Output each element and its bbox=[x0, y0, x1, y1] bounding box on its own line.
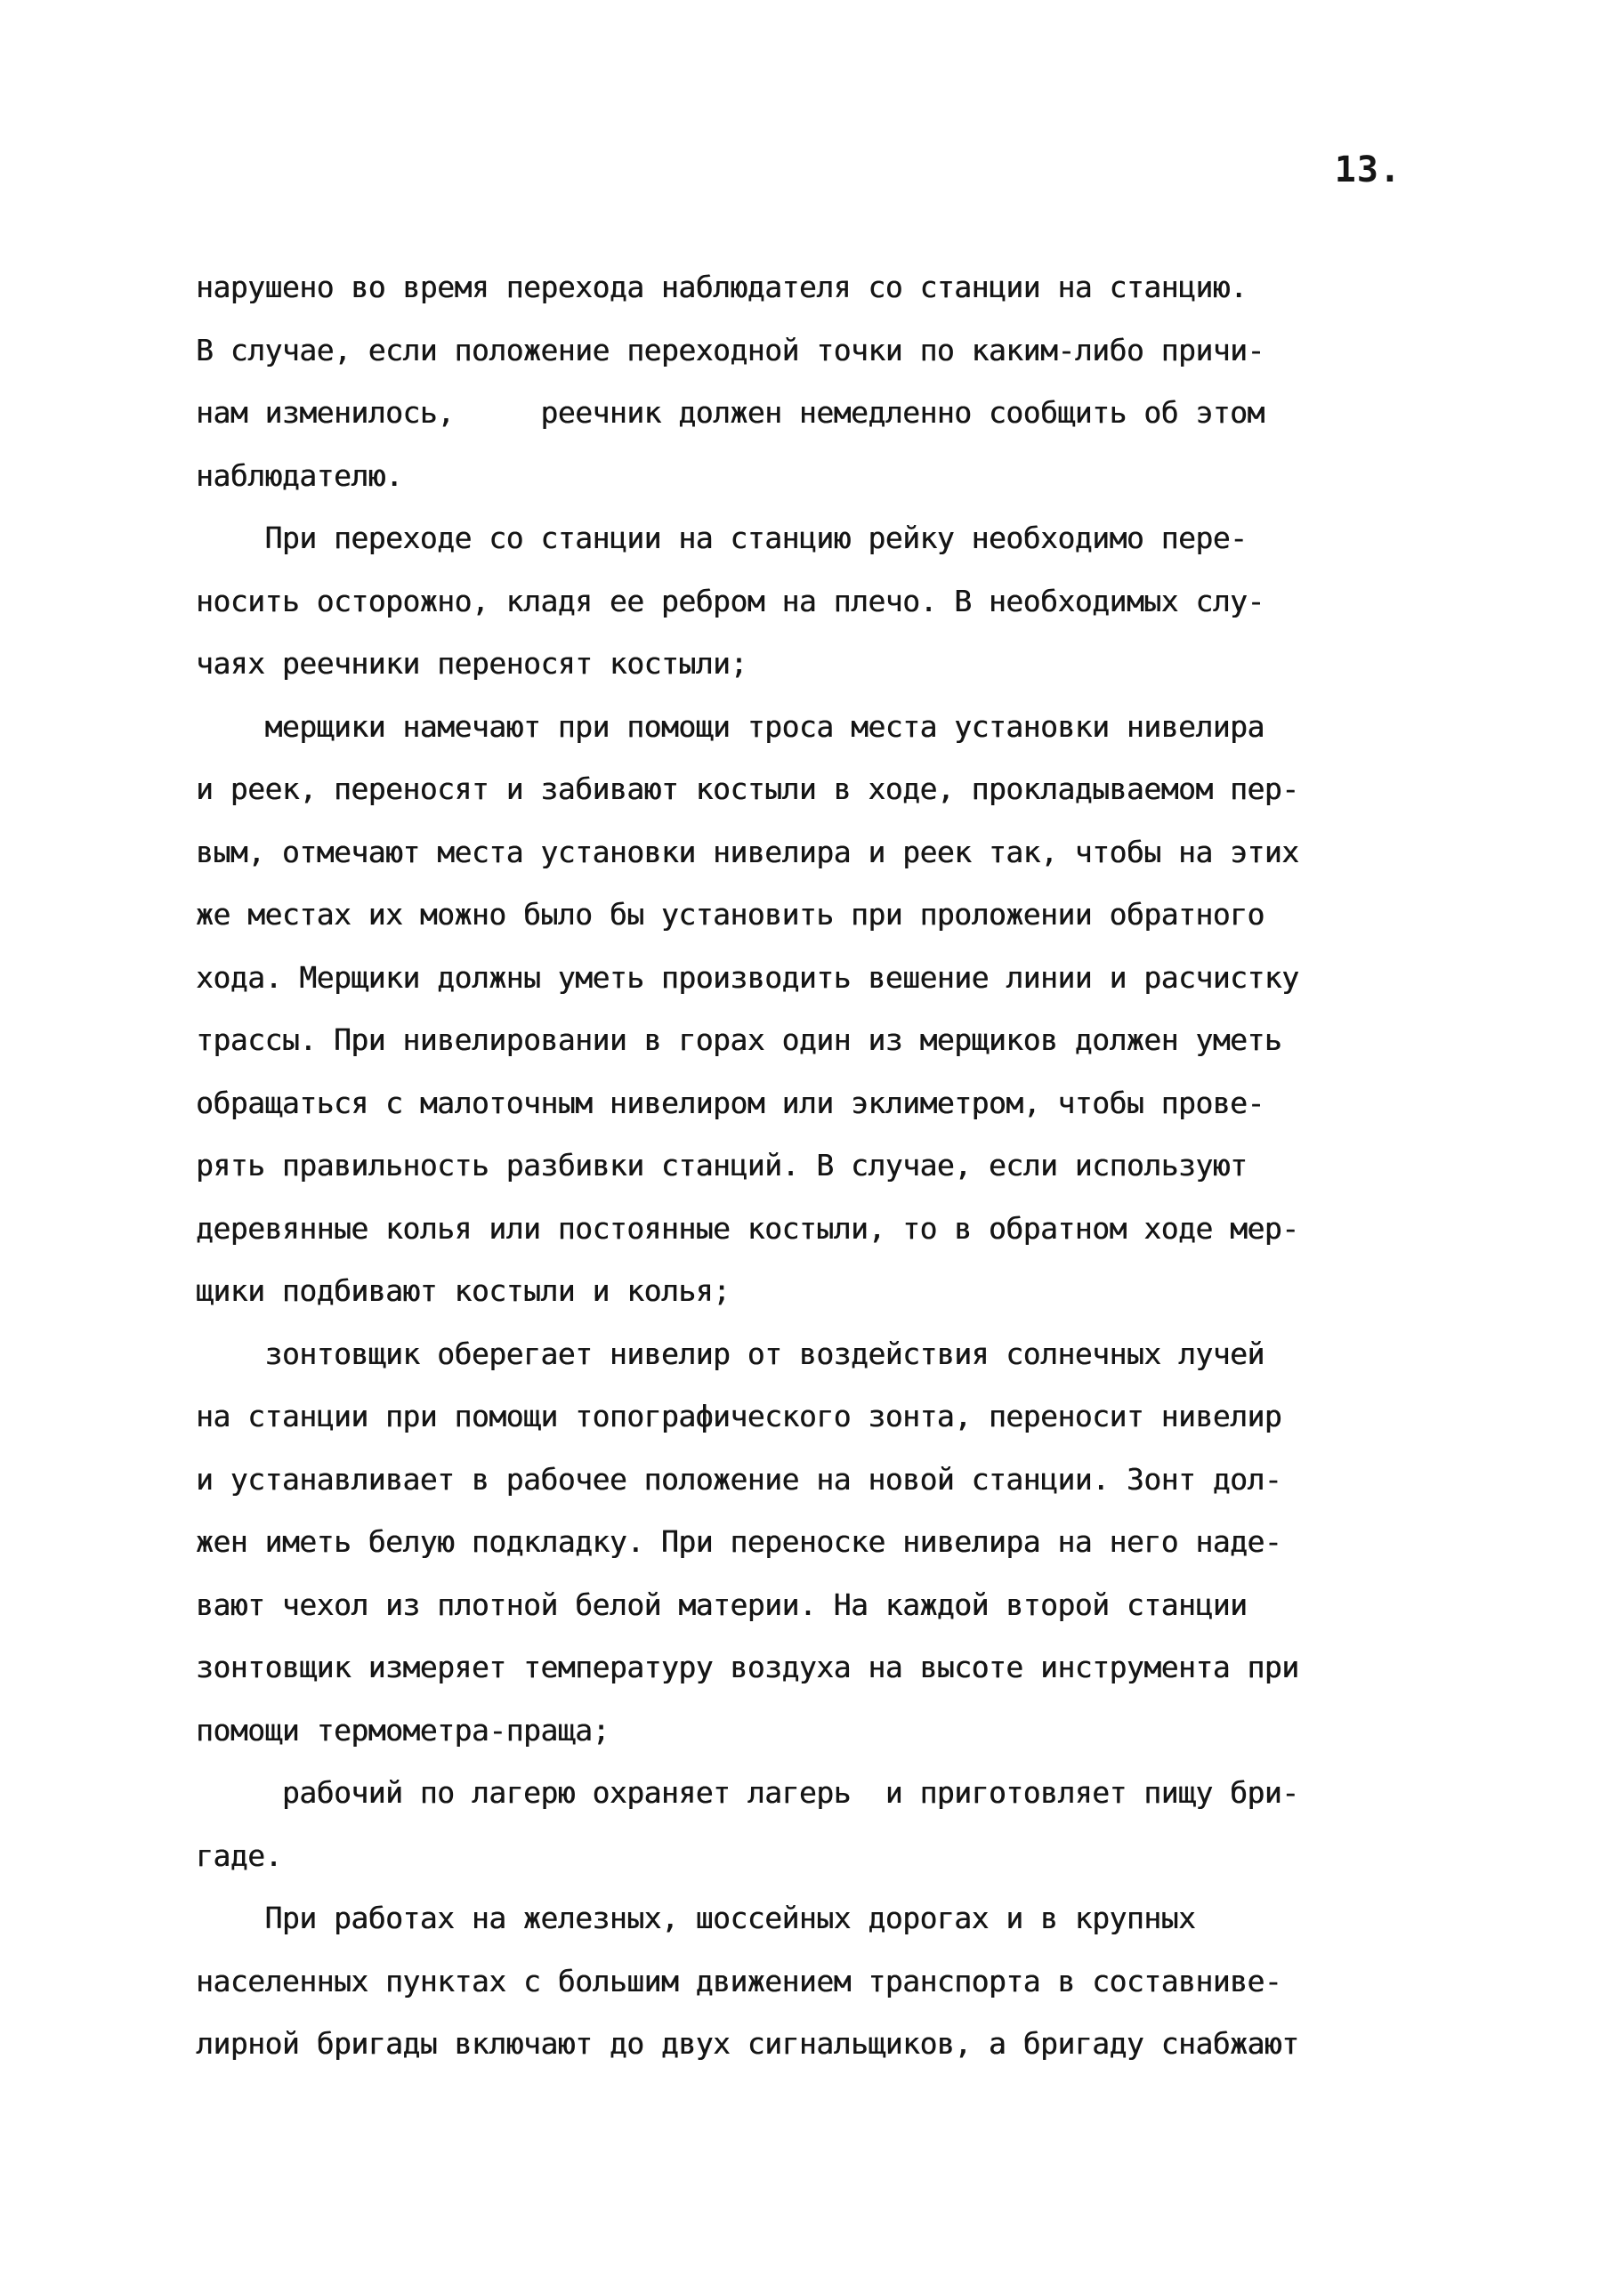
text-line: При работах на железных, шоссейных дорогах и в крупных bbox=[196, 1901, 1196, 1935]
text-line: помощи термометра-праща; bbox=[196, 1712, 610, 1748]
text-line: мерщики намечают при помощи троса места установки нивелира bbox=[196, 708, 1264, 744]
text-line: деревянные колья или постоянные костыли, то в обратном ходе мер- bbox=[196, 1210, 1299, 1246]
text-line: же местах их можно было бы установить при проложении обратного bbox=[196, 897, 1264, 932]
document-body bbox=[196, 256, 1428, 2076]
text-line: хода. Мерщики должны уметь производить вешение линии и расчистку bbox=[196, 959, 1299, 995]
text-line: гаде. bbox=[196, 1837, 282, 1873]
paragraph-measurers bbox=[196, 696, 1428, 1323]
text-line: рабочий по лагерю охраняет лагерь и приготовляет пищу бри- bbox=[196, 1775, 1299, 1810]
text-line: и устанавливает в рабочее положение на новой станции. Зонт дол- bbox=[196, 1461, 1282, 1497]
paragraph-signalmen bbox=[196, 1887, 1428, 2076]
text-line: зонтовщик измеряет температуру воздуха на высоте инструмента при bbox=[196, 1650, 1299, 1684]
paragraph-umbrella-holder bbox=[196, 1323, 1428, 1763]
text-line: и реек, переносят и забивают костыли в ходе, прокладываемом пер- bbox=[196, 771, 1299, 806]
text-line: трассы. При нивелировании в горах один из мерщиков должен уметь bbox=[196, 1022, 1282, 1057]
text-line: нарушено во время перехода наблюдателя со станции на станцию. bbox=[196, 270, 1248, 304]
text-line: щики подбивают костыли и колья; bbox=[196, 1273, 731, 1308]
text-line: жен иметь белую подкладку. При переноске нивелира на него наде- bbox=[196, 1524, 1282, 1559]
paragraph-staff-carrying bbox=[196, 507, 1428, 696]
text-line: В случае, если положение переходной точки по каким-либо причи- bbox=[196, 332, 1264, 367]
text-line: При переходе со станции на станцию рейку необходимо пере- bbox=[196, 521, 1248, 555]
text-line: вают чехол из плотной белой материи. На каждой второй станции bbox=[196, 1587, 1248, 1622]
text-line: наблюдателю. bbox=[196, 457, 403, 493]
text-line: зонтовщик оберегает нивелир от воздействия солнечных лучей bbox=[196, 1336, 1264, 1371]
paragraph-camp-worker bbox=[196, 1762, 1428, 1887]
text-line: рять правильность разбивки станций. В случае, если используют bbox=[196, 1148, 1248, 1183]
paragraph-continuation bbox=[196, 256, 1428, 507]
page-number: 13. bbox=[1334, 149, 1402, 190]
text-line: лирной бригады включают до двух сигнальщиков, а бригаду снабжают bbox=[196, 2026, 1299, 2061]
text-line: носить осторожно, кладя ее ребром на плечо. В необходимых слу- bbox=[196, 583, 1264, 618]
text-line: обращаться с малоточным нивелиром или эклиметром, чтобы прове- bbox=[196, 1085, 1264, 1120]
text-line: вым, отмечают места установки нивелира и реек так, чтобы на этих bbox=[196, 834, 1299, 869]
text-line: нам изменилось, реечник должен немедленно сообщить об этом bbox=[196, 395, 1264, 430]
text-line: на станции при помощи топографического зонта, переносит нивелир bbox=[196, 1399, 1282, 1433]
text-line: населенных пунктах с большим движением транспорта в составниве- bbox=[196, 1963, 1282, 1998]
text-line: чаях реечники переносят костыли; bbox=[196, 646, 747, 681]
